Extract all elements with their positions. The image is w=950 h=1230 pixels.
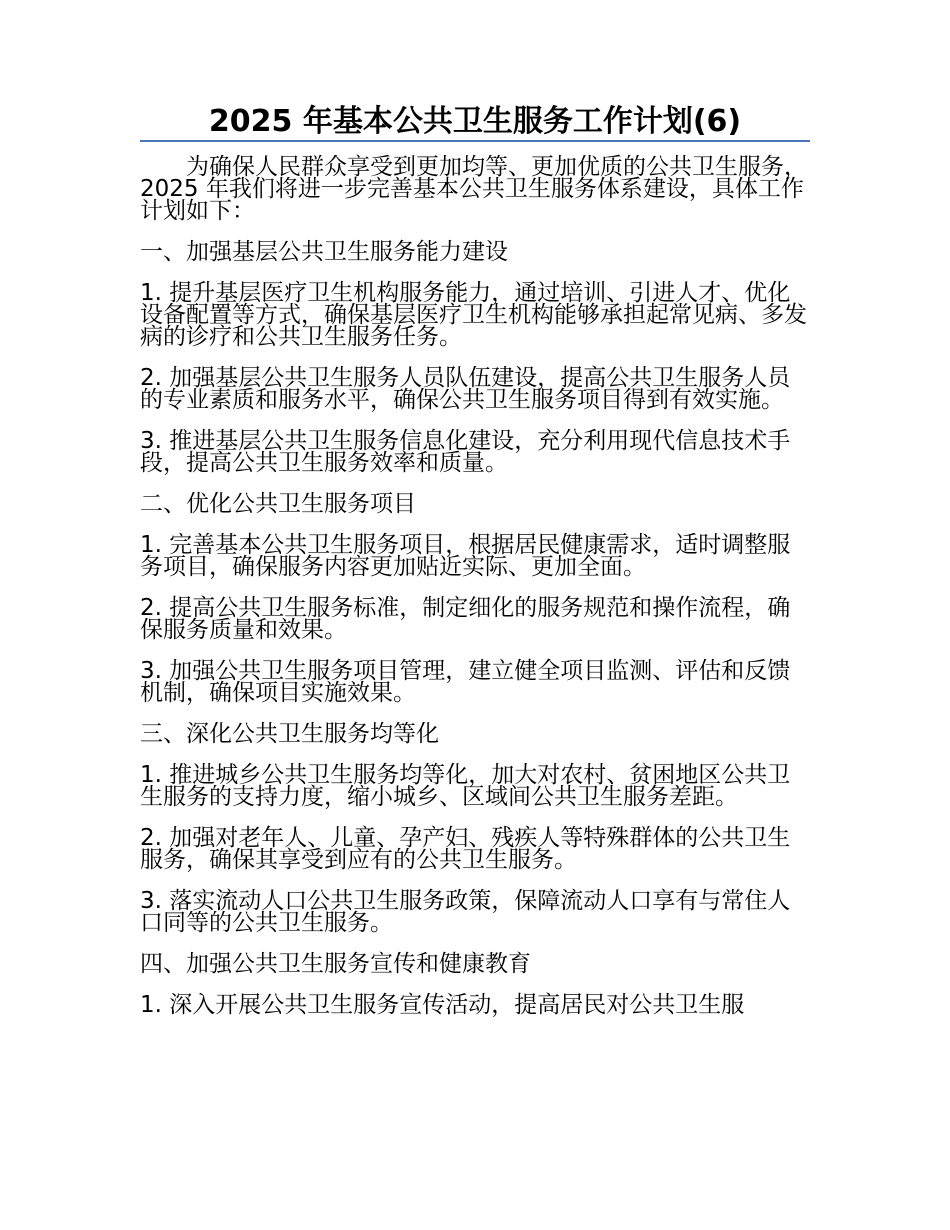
section-3-item-2: 2. 加强对老年人、儿童、孕产妇、残疾人等特殊群体的公共卫生服务，确保其享受到应有的公共卫生服务。 (140, 825, 791, 873)
section-1-item-1: 1. 提升基层医疗卫生机构服务能力，通过培训、引进人才、优化设备配置等方式，确保基层医疗卫生机构能够承担起常见病、多发病的诊疗和公共卫生服务任务。 (140, 280, 807, 350)
section-3-item-1: 1. 推进城乡公共卫生服务均等化，加大对农村、贫困地区公共卫生服务的支持力度，缩小城乡、区域间公共卫生服务差距。 (140, 762, 791, 810)
section-3-item-3: 3. 落实流动人口公共卫生服务政策，保障流动人口享有与常住人口同等的公共卫生服务。 (140, 888, 791, 936)
section-1-item-3: 3. 推进基层公共卫生服务信息化建设，充分利用现代信息技术手段，提高公共卫生服务效率和质量。 (140, 428, 791, 476)
section-2-item-2: 2. 提高公共卫生服务标准，制定细化的服务规范和操作流程，确保服务质量和效果。 (140, 595, 791, 643)
section-2-item-1: 1. 完善基本公共卫生服务项目，根据居民健康需求，适时调整服务项目，确保服务内容更加贴近实际、更加全面。 (140, 532, 791, 580)
section-1-item-2: 2. 加强基层公共卫生服务人员队伍建设，提高公共卫生服务人员的专业素质和服务水平，确保公共卫生服务项目得到有效实施。 (140, 365, 791, 413)
section-heading-3: 三、深化公共卫生服务均等化 (140, 721, 439, 747)
section-heading-1: 一、加强基层公共卫生服务能力建设 (140, 239, 508, 265)
section-2-item-3: 3. 加强公共卫生服务项目管理，建立健全项目监测、评估和反馈机制，确保项目实施效果。 (140, 658, 791, 706)
section-4-item-1: 1. 深入开展公共卫生服务宣传活动，提高居民对公共卫生服 (140, 992, 745, 1018)
intro-paragraph: 为确保人民群众享受到更加均等、更加优质的公共卫生服务，2025 年我们将进一步完善基本公共卫生服务体系建设，具体工作计划如下： (140, 154, 807, 224)
title-underline (140, 140, 810, 142)
document-body (140, 156, 812, 1016)
document-title: 2025 年基本公共卫生服务工作计划(6) (208, 104, 742, 139)
section-heading-4: 四、加强公共卫生服务宣传和健康教育 (140, 951, 531, 977)
section-heading-2: 二、优化公共卫生服务项目 (140, 491, 416, 517)
